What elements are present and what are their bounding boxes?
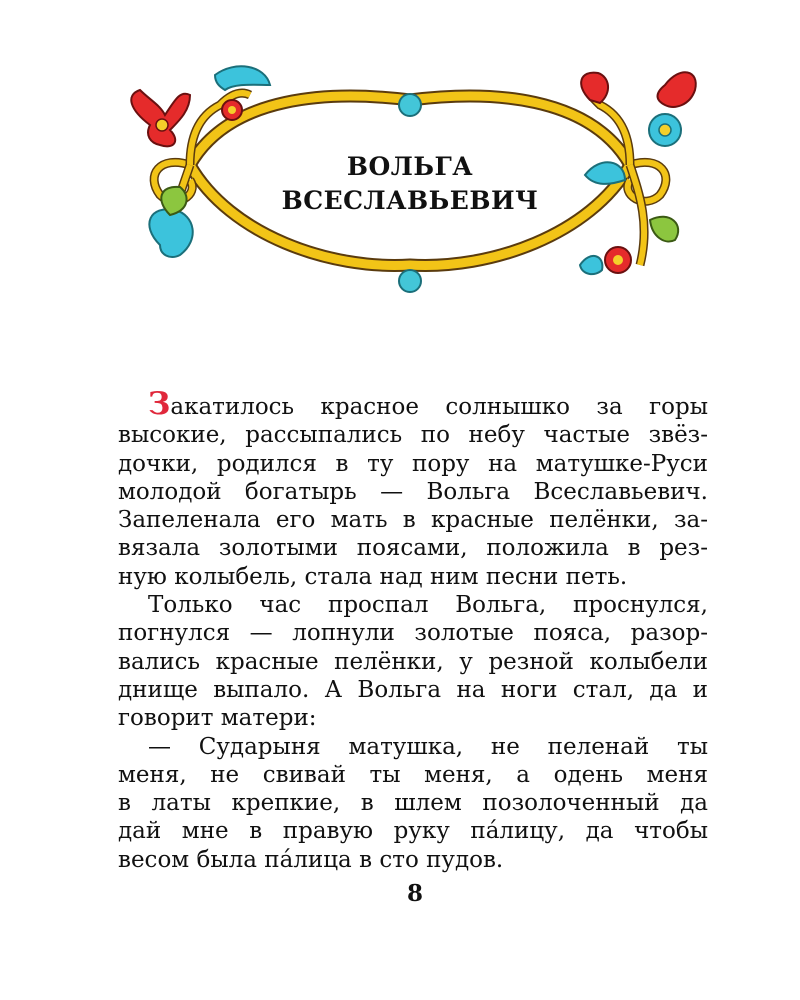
right-red-flame-flower-icon <box>581 72 696 107</box>
text-line <box>118 789 708 817</box>
text-line-content: меня, не свивай ты меня, а одень меня <box>118 761 708 788</box>
text-line-content: Запеленала его мать в красные пелёнки, за- <box>118 507 708 534</box>
text-line <box>118 506 708 534</box>
text-line-content: вязала золотыми поясами, положила в рез- <box>118 535 708 562</box>
text-line <box>118 817 708 845</box>
text-line-content: дай мне в правую руку па́лицу, да чтобы <box>118 818 708 845</box>
right-cyan-flower-icon <box>649 114 681 146</box>
text-line-content: погнулся — лопнули золотые пояса, разор- <box>118 620 708 647</box>
text-line <box>118 761 708 789</box>
text-line <box>118 733 708 761</box>
text-line <box>118 648 708 676</box>
text-line <box>118 619 708 647</box>
chapter-title <box>260 150 560 218</box>
page-number: 8 <box>406 880 423 907</box>
text-line-content: Только час проспал Вольга, проснулся, <box>148 592 708 619</box>
left-red-flower-icon <box>131 90 190 146</box>
text-line-content: высокие, рассыпались по небу частые звёз- <box>118 422 708 449</box>
text-line-content: говорит матери: <box>118 705 317 732</box>
top-bead <box>399 94 421 116</box>
text-line-content: дочки, родился в ту пору на матушке-Руси <box>118 450 708 477</box>
text-line-content: — Сударыня матушка, не пеленай ты <box>148 733 708 760</box>
text-line <box>118 704 708 732</box>
text-line <box>118 846 708 874</box>
text-line <box>118 450 708 478</box>
chapter-title-line-1: ВОЛЬГА <box>346 152 474 181</box>
text-line <box>118 534 708 562</box>
text-line-content: молодой богатырь — Вольга Всеславьевич. <box>118 478 708 505</box>
text-line-content: в латы крепкие, в шлем позолоченный да <box>118 790 708 817</box>
text-line-content: акатилось красное солнышко за горы <box>170 394 708 420</box>
text-line-content: днище выпало. А Вольга на ноги стал, да и <box>118 676 708 703</box>
story-text <box>118 386 708 874</box>
text-line <box>118 386 708 422</box>
text-line-content: вались красные пелёнки, у резной колыбели <box>118 648 708 675</box>
text-line-content: ную колыбель, стала над ним песни петь. <box>118 563 628 590</box>
text-line <box>118 563 708 591</box>
text-line <box>118 676 708 704</box>
text-line <box>118 421 708 449</box>
text-line <box>118 478 708 506</box>
chapter-title-line-2: ВСЕСЛАВЬЕВИЧ <box>281 186 539 215</box>
bottom-bead <box>399 270 421 292</box>
text-line-content: весом была па́лица в сто пудов. <box>118 846 504 873</box>
text-line <box>118 591 708 619</box>
left-small-flower-icon <box>222 100 242 120</box>
drop-cap: З <box>148 386 171 422</box>
right-small-red-flower-icon <box>605 247 631 273</box>
